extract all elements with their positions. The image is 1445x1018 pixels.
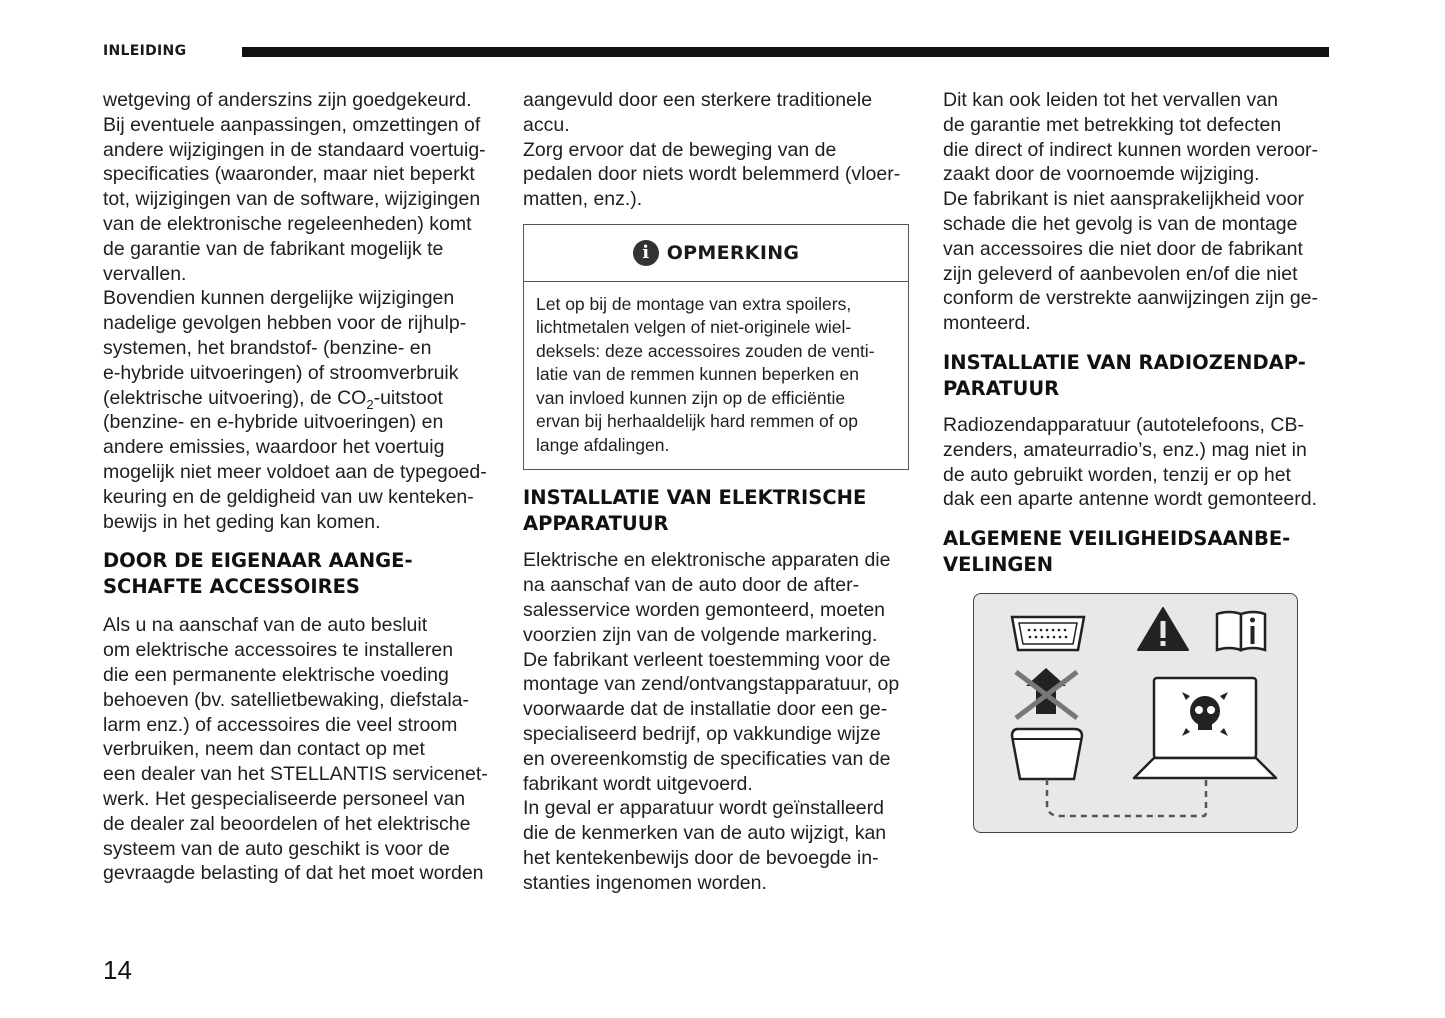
heading-radio: INSTALLATIE VAN RADIOZENDAP- PARATUUR xyxy=(943,350,1306,400)
col2-paragraph-2: Elektrische en elektronische apparaten die na aanschaf van de auto door de after- salesservice worden gemonteerd, moeten voorzien zijn van de volgende markering. De fabrikant verleent toestemming voor de montage van zend/ontvangstapparatuur, op voorwaarde dat de installatie door een ge- specialiseerd bedrijf, op vakkundige wijze en overeenkomstig de specificaties van de fabrikant wordt uitgevoerd. In geval er apparatuur wordt geïnstalleerd die de kenmerken van de auto wijzigt, kan het kentekenbewijs door de bevoegde in- stanties ingenomen worden. xyxy=(523,549,900,894)
column-2 xyxy=(523,88,915,896)
col1-paragraph-1 xyxy=(103,88,495,534)
col3-paragraph-2: Radiozendapparatuur (autotelefoons, CB- zenders, amateurradio’s, enz.) mag niet in de auto gebruikt worden, tenzij er op het dak een aparte antenne wordt gemonteerd. xyxy=(943,413,1318,511)
page-number: 14 xyxy=(103,955,132,985)
column-3 xyxy=(943,88,1335,578)
heading-safety: ALGEMENE VEILIGHEIDSAANBE- VELINGEN xyxy=(943,527,1291,577)
heading-electrical: INSTALLATIE VAN ELEKTRISCHE APPARATUUR xyxy=(523,486,867,536)
info-icon: i xyxy=(633,240,659,266)
note-title: OPMERKING xyxy=(666,241,800,264)
note-body: Let op bij de montage van extra spoilers, lichtmetalen velgen of niet-originele wiel- deksels: deze accessoires zouden de venti- latie van de remmen kunnen beperken en van invloed kunnen zijn op de efficiëntie ervan bij herhaaldelijk hard remmen of op lange afdalingen. xyxy=(536,293,875,455)
col1-para1-text: wetgeving of anderszins zijn goedgekeurd. Bij eventuele aanpassingen, omzettingen of andere wijzigingen in de standaard voertuig- specificaties (waaronder, maar niet beperkt tot, wijzigingen van de software, wijzigingen van de elektronische regeleenheden) komt de garantie van de fabrikant mogelijk te vervallen. Bovendien kunnen dergelijke wijzigingen nadelige gevolgen hebben voor de rijhulp- systemen, het brandstof- (benzine- en e-hybride uitvoeringen) of stroomverbruik (elektrische uitvoering), de CO xyxy=(103,89,486,409)
no-connect-cross-icon xyxy=(1016,668,1077,718)
obd-connector-icon xyxy=(1012,617,1084,650)
col1-para1-after: -uitstoot (benzine- en e-hybride uitvoeringen) en andere emissies, waardoor het voertuig mogelijk niet meer voldoet aan de typegoed- keuring en de geldigheid van uw kenteken- bewijs in het geding kan komen. xyxy=(103,386,487,533)
warning-triangle-icon xyxy=(1138,608,1188,650)
illustration-svg xyxy=(974,594,1296,831)
co2-subscript: 2 xyxy=(366,396,374,412)
header-rule xyxy=(242,47,1329,57)
col2-paragraph-1: aangevuld door een sterkere traditionele accu. Zorg ervoor dat de beweging van de pedalen door niets wordt belemmerd (vloer- matten, enz.). xyxy=(523,89,901,211)
safety-illustration xyxy=(973,593,1298,833)
col3-paragraph-1: Dit kan ook leiden tot het vervallen van de garantie met betrekking tot defecten die direct of indirect kunnen worden veroor- zaakt door de voornoemde wijziging. De fabrikant is niet aansprakelijkheid voor schade die het gevolg is van de montage van accessoires die niet door de fabrikant zijn geleverd of aanbevolen en/of die niet conform de verstrekte aanwijzingen zijn ge- monteerd. xyxy=(943,89,1319,335)
col1-paragraph-2: Als u na aanschaf van de auto besluit om elektrische accessoires te installeren die een permanente elektrische voeding behoeven (bv. satellietbewaking, diefstala- larm enz.) of accessoires die veel stroom verbruiken, neem dan contact op met een dealer van het STELLANTIS servicenet- werk. Het gespecialiseerde personeel van de dealer zal beoordelen of het elektrische systeem van de auto geschikt is voor de gevraagde belasting of dat het moet worden xyxy=(103,614,488,885)
column-1 xyxy=(103,88,495,886)
section-header: INLEIDING xyxy=(103,43,187,59)
note-box xyxy=(523,224,909,471)
laptop-skull-icon xyxy=(1134,678,1276,778)
note-header xyxy=(524,225,908,282)
heading-accessories: DOOR DE EIGENAAR AANGE- SCHAFTE ACCESSOIRES xyxy=(103,549,413,599)
manual-info-icon xyxy=(1217,612,1265,650)
